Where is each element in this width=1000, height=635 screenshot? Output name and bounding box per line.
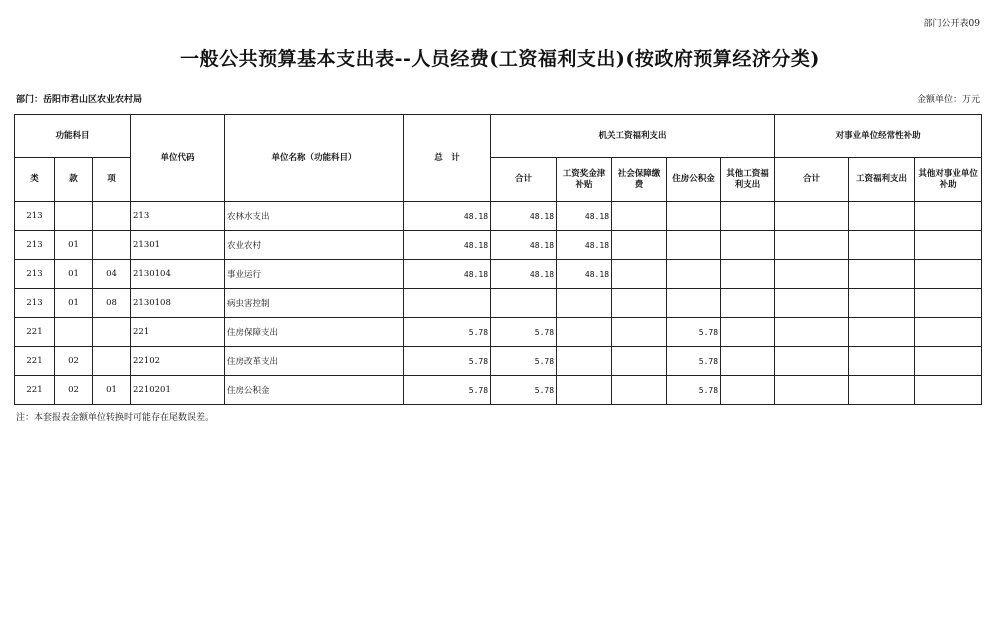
cell-ent-other (915, 231, 982, 260)
header-org-salary-group: 机关工资福利支出 (491, 115, 775, 158)
cell-lei: 221 (15, 318, 55, 347)
cell-org-housing: 5.78 (667, 376, 721, 405)
cell-total: 5.78 (404, 376, 491, 405)
cell-code: 221 (131, 318, 225, 347)
cell-name: 农林水支出 (225, 202, 404, 231)
table-row (15, 202, 982, 231)
cell-total: 48.18 (404, 202, 491, 231)
cell-ent-salary (849, 376, 915, 405)
cell-lei: 221 (15, 376, 55, 405)
cell-name: 住房保障支出 (225, 318, 404, 347)
cell-org-salary (557, 347, 612, 376)
cell-org-housing: 5.78 (667, 318, 721, 347)
cell-ent-salary (849, 289, 915, 318)
cell-org-other (721, 231, 775, 260)
cell-kuan: 02 (55, 376, 93, 405)
cell-xiang: 04 (93, 260, 131, 289)
cell-ent-other (915, 289, 982, 318)
table-row (15, 318, 982, 347)
cell-xiang (93, 347, 131, 376)
cell-ent-salary (849, 347, 915, 376)
cell-ent-sum (775, 202, 849, 231)
cell-org-social (612, 318, 667, 347)
cell-org-housing (667, 202, 721, 231)
header-org-housing: 住房公积金 (667, 158, 721, 202)
cell-code: 2130104 (131, 260, 225, 289)
cell-ent-sum (775, 231, 849, 260)
cell-org-sum: 5.78 (491, 376, 557, 405)
header-unit-code: 单位代码 (131, 115, 225, 202)
cell-org-sum: 5.78 (491, 347, 557, 376)
cell-org-housing (667, 289, 721, 318)
cell-ent-other (915, 318, 982, 347)
cell-code: 22102 (131, 347, 225, 376)
report-number: 部门公开表09 (923, 19, 980, 29)
cell-ent-sum (775, 318, 849, 347)
cell-ent-sum (775, 376, 849, 405)
cell-name: 病虫害控制 (225, 289, 404, 318)
cell-kuan: 01 (55, 289, 93, 318)
cell-ent-other (915, 202, 982, 231)
cell-org-housing (667, 260, 721, 289)
cell-lei: 213 (15, 260, 55, 289)
cell-xiang (93, 231, 131, 260)
cell-ent-salary (849, 260, 915, 289)
cell-total: 48.18 (404, 260, 491, 289)
cell-lei: 213 (15, 202, 55, 231)
cell-org-other (721, 376, 775, 405)
cell-ent-other (915, 260, 982, 289)
cell-ent-salary (849, 202, 915, 231)
header-func-subject: 功能科目 (15, 115, 131, 158)
cell-name: 农业农村 (225, 231, 404, 260)
cell-ent-other (915, 347, 982, 376)
page-title: 一般公共预算基本支出表--人员经费(工资福利支出)(按政府预算经济分类) (180, 48, 820, 70)
cell-org-other (721, 260, 775, 289)
cell-ent-sum (775, 289, 849, 318)
cell-name: 事业运行 (225, 260, 404, 289)
cell-org-sum (491, 289, 557, 318)
cell-ent-sum (775, 347, 849, 376)
cell-org-other (721, 289, 775, 318)
cell-kuan (55, 318, 93, 347)
cell-org-housing (667, 231, 721, 260)
header-org-other: 其他工资福利支出 (721, 158, 775, 202)
header-lei: 类 (15, 158, 55, 202)
cell-kuan: 02 (55, 347, 93, 376)
cell-code: 2130108 (131, 289, 225, 318)
cell-total: 48.18 (404, 231, 491, 260)
cell-ent-other (915, 376, 982, 405)
cell-org-salary (557, 289, 612, 318)
cell-code: 213 (131, 202, 225, 231)
cell-code: 2210201 (131, 376, 225, 405)
header-org-salary: 工资奖金津补贴 (557, 158, 612, 202)
cell-org-sum: 5.78 (491, 318, 557, 347)
table-row (15, 289, 982, 318)
cell-name: 住房公积金 (225, 376, 404, 405)
cell-org-social (612, 376, 667, 405)
cell-org-sum: 48.18 (491, 260, 557, 289)
table-row (15, 347, 982, 376)
amount-unit-label: 金额单位：万元 (916, 95, 980, 105)
cell-total (404, 289, 491, 318)
cell-ent-salary (849, 318, 915, 347)
cell-kuan (55, 202, 93, 231)
cell-kuan: 01 (55, 231, 93, 260)
cell-org-salary (557, 318, 612, 347)
table-row (15, 260, 982, 289)
cell-org-salary: 48.18 (557, 260, 612, 289)
cell-lei: 221 (15, 347, 55, 376)
cell-org-other (721, 347, 775, 376)
cell-org-social (612, 347, 667, 376)
cell-lei: 213 (15, 231, 55, 260)
cell-total: 5.78 (404, 347, 491, 376)
department-label: 部门：岳阳市君山区农业农村局 (16, 95, 143, 105)
cell-total: 5.78 (404, 318, 491, 347)
header-kuan: 款 (55, 158, 93, 202)
cell-xiang (93, 318, 131, 347)
header-org-social: 社会保障缴费 (612, 158, 667, 202)
cell-org-sum: 48.18 (491, 202, 557, 231)
expenditure-table (14, 114, 982, 405)
table-row (15, 376, 982, 405)
cell-org-other (721, 202, 775, 231)
table-row (15, 231, 982, 260)
header-enterprise-subsidy-group: 对事业单位经常性补助 (775, 115, 982, 158)
cell-org-social (612, 289, 667, 318)
cell-ent-sum (775, 260, 849, 289)
cell-xiang: 01 (93, 376, 131, 405)
header-unit-name: 单位名称（功能科目） (225, 115, 404, 202)
header-ent-sum: 合计 (775, 158, 849, 202)
header-xiang: 项 (93, 158, 131, 202)
footnote: 注：本套报表金额单位转换时可能存在尾数误差。 (16, 413, 215, 423)
cell-org-salary: 48.18 (557, 231, 612, 260)
cell-lei: 213 (15, 289, 55, 318)
cell-org-social (612, 231, 667, 260)
cell-kuan: 01 (55, 260, 93, 289)
cell-xiang (93, 202, 131, 231)
header-ent-salary: 工资福利支出 (849, 158, 915, 202)
cell-org-salary: 48.18 (557, 202, 612, 231)
cell-org-social (612, 260, 667, 289)
header-ent-other: 其他对事业单位补助 (915, 158, 982, 202)
header-total: 总 计 (404, 115, 491, 202)
cell-org-housing: 5.78 (667, 347, 721, 376)
cell-org-sum: 48.18 (491, 231, 557, 260)
cell-org-social (612, 202, 667, 231)
header-org-sum: 合计 (491, 158, 557, 202)
cell-ent-salary (849, 231, 915, 260)
cell-name: 住房改革支出 (225, 347, 404, 376)
cell-code: 21301 (131, 231, 225, 260)
cell-org-other (721, 318, 775, 347)
cell-org-salary (557, 376, 612, 405)
cell-xiang: 08 (93, 289, 131, 318)
